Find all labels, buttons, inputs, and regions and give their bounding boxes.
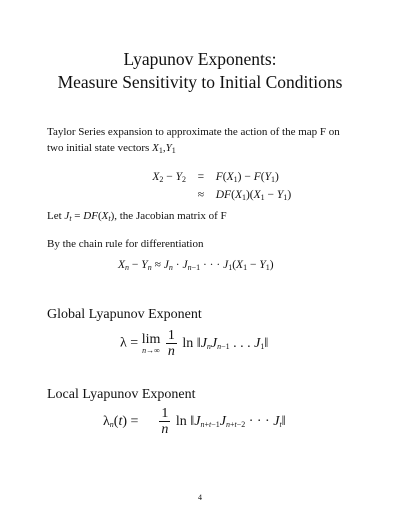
local-equation: $\lambda_n(t)$ = $\frac{1}{n}$ $\ln ‖J_{n+t-1}J_{n+t-2}$ · · · $J_t‖$ [103, 406, 286, 437]
intro-line-1: Taylor Series expansion to approximate the action of the map F on [47, 126, 340, 138]
intro-line-2: two initial state vectors [47, 142, 153, 154]
intro-paragraph [47, 124, 367, 159]
chain-rule-equation: $X_n - Y_n \approx J_n \cdot J_{n-1}$ · · · $J_1(X_1 - Y_1)$ [118, 259, 274, 272]
global-heading: Global Lyapunov Exponent [47, 307, 202, 322]
jacobian-prefix: Let [47, 210, 65, 222]
global-equation: λ = lim n→∞ $\frac{1}{n}$ $\ln ‖J_nJ_{n-1}$ . . . $J_1‖$ [120, 328, 269, 359]
title-line-1: Lyapunov Exponents: [123, 49, 277, 69]
page-number: 4 [198, 493, 202, 502]
jacobian-math: $J_t = DF(X_t)$ [64, 210, 115, 223]
title-line-2: Measure Sensitivity to Initial Conditions [57, 72, 343, 92]
jacobian-definition [47, 208, 367, 227]
intro-vectors-math: $X_1,Y_1$ [152, 142, 176, 155]
local-heading: Local Lyapunov Exponent [47, 387, 196, 402]
chain-rule-text: By the chain rule for differentiation [47, 238, 204, 250]
taylor-equation-line-1: $X_2 - Y_2 = F(X_1) - F(Y_1)$ [152, 171, 279, 184]
taylor-equation-line-2: ≈ $DF(X_1)(X_1 - Y_1)$ [197, 189, 292, 202]
jacobian-suffix: , the Jacobian matrix of F [114, 210, 227, 222]
